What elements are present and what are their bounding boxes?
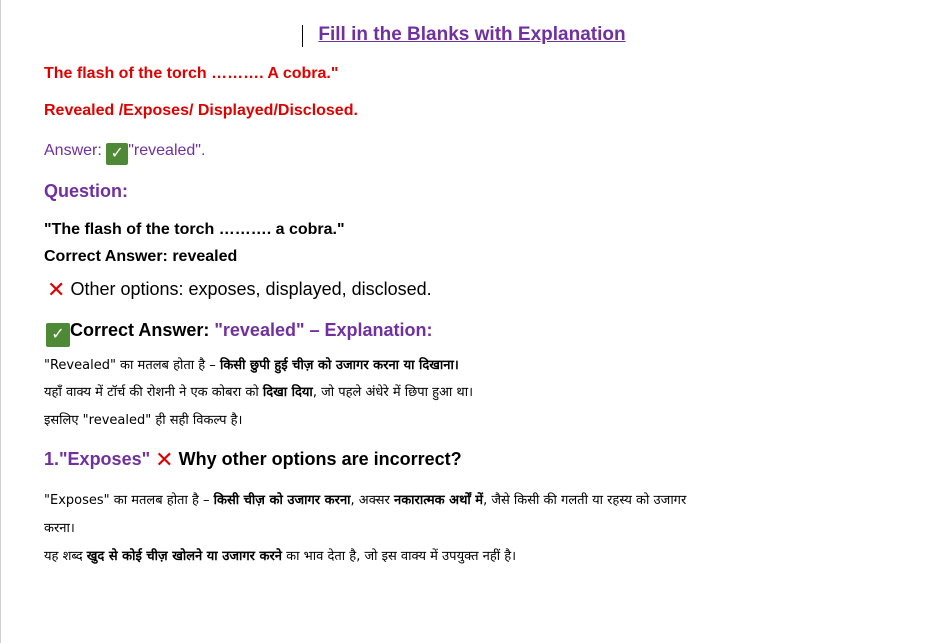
why-bold-text: किसी चीज़ को उजागर करना [213,493,351,508]
why-heading [44,447,462,473]
explanation-bold-text: किसी छुपी हुई चीज़ को उजागर करना या दिखाना। [219,358,459,373]
why-bold-text: नकारात्मक अर्थों में [393,493,484,508]
text-cursor [302,25,303,47]
prompt-sentence: The flash of the torch ………. A cobra." [44,65,339,82]
answer-label: Answer: [44,142,102,159]
explanation-text: "Revealed" का मतलब होता है – [44,358,220,373]
why-text: , जैसे किसी की गलती या रहस्य को उजागर [483,493,687,508]
why-text: , अक्सर [350,493,394,508]
question-sentence: "The flash of the torch ………. a cobra." [44,221,345,238]
explanation-heading-purple: "revealed" – Explanation: [214,320,433,340]
cross-mark-icon: ✕ [47,277,66,302]
why-text: "Exposes" का मतलब होता है – [44,493,214,508]
other-options-line [47,277,432,303]
explanation-label: Correct Answer: [70,320,215,340]
why-line-2: करना। [44,521,75,536]
why-text: का भाव देता है, जो इस वाक्य में उपयुक्त नहीं है। [282,549,517,564]
prompt-options: Revealed /Exposes/ Displayed/Disclosed. [44,102,358,119]
explanation-text: , जो पहले अंधेरे में छिपा हुआ था। [312,385,474,400]
other-options-text: Other options: exposes, displayed, disclosed. [70,279,432,299]
check-mark-icon: ✓ [46,323,70,347]
why-heading-text: Why other options are incorrect? [178,449,462,469]
answer-value: "revealed". [128,142,206,159]
page-title: Fill in the Blanks with Explanation [318,24,626,45]
explanation-text: यहाँ वाक्य में टॉर्च की रोशनी ने एक कोबरा को [44,385,263,400]
why-bold-text: खुद से कोई चीज़ खोलने या उजागर करने [86,549,283,564]
question-heading: Question: [44,181,128,201]
why-number: 1."Exposes" [44,449,156,469]
correct-answer-line: Correct Answer: revealed [44,248,238,265]
explanation-line-2 [44,382,473,400]
explanation-line-3: इसलिए "revealed" ही सही विकल्प है। [44,413,243,428]
check-mark-icon: ✓ [106,143,128,165]
why-line-3 [44,546,516,564]
why-line-1 [44,490,686,508]
explanation-heading [46,320,433,347]
explanation-line-1 [44,355,459,373]
explanation-bold-text: दिखा दिया [262,385,313,400]
cross-mark-icon: ✕ [155,447,174,472]
answer-line [44,142,205,165]
why-text: यह शब्द [44,549,87,564]
